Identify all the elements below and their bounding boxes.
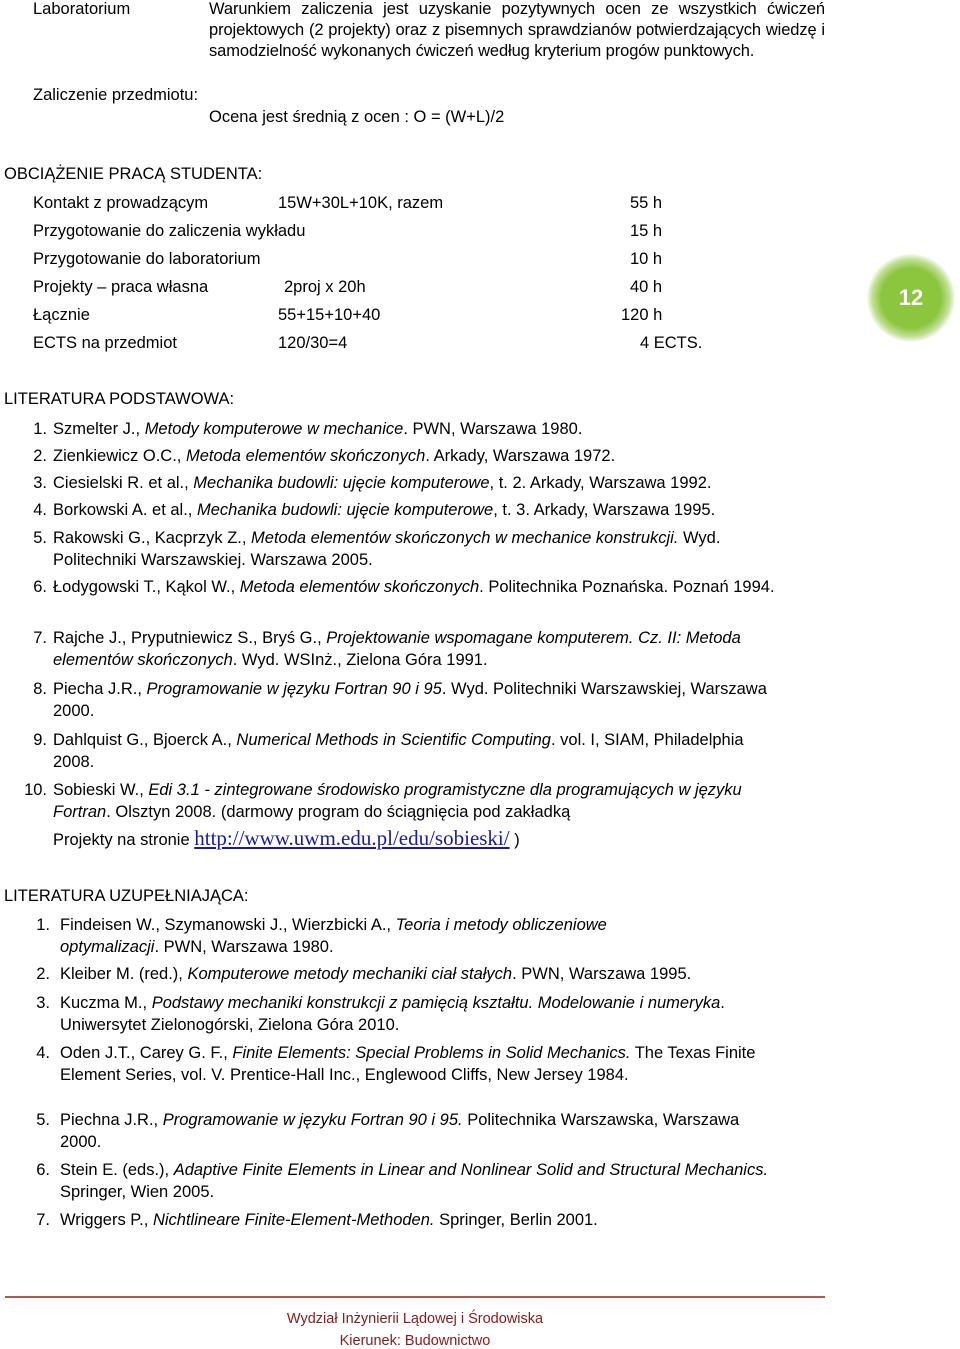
ref-authors: Ciesielski R. et al., xyxy=(53,474,194,492)
ref-title: Metoda elementów skończonych xyxy=(239,578,480,596)
basic-literature-heading: LITERATURA PODSTAWOWA: xyxy=(4,390,235,408)
ref-authors: Stein E. (eds.), xyxy=(60,1161,174,1179)
list-item xyxy=(36,914,710,958)
ref-publisher: . Politechnika Poznańska. Poznań 1994. xyxy=(479,578,775,596)
lab-text: Warunkiem zaliczenia jest uzyskanie pozytywnych ocen ze wszystkich ćwiczeń projektowych (2 projekty) oraz z pisemnych sprawdzianów potwierdzających wiedzę i samodzielność wykonanych ćwiczeń według kryterium progów punktowych. xyxy=(209,0,825,60)
list-item xyxy=(36,1159,790,1203)
list-item xyxy=(24,779,798,823)
ref-number: 4. xyxy=(36,1044,50,1062)
workload-row-hours: 40 h xyxy=(630,278,663,296)
sobieski-link[interactable]: http://www.uwm.edu.pl/edu/sobieski/ xyxy=(194,826,510,850)
ref-authors: Kuczma M., xyxy=(60,994,152,1012)
footer-divider xyxy=(5,1296,825,1298)
workload-row-label: Kontakt z prowadzącym xyxy=(33,194,209,212)
list-item xyxy=(36,963,820,985)
ref10-link-line xyxy=(53,826,520,852)
ref-publisher: . Wyd. WSInż., Zielona Góra 1991. xyxy=(232,651,488,669)
list-item xyxy=(33,499,853,521)
ref-number: 3. xyxy=(36,994,50,1012)
ref-authors: Rajche J., Pryputniewicz S., Bryś G., xyxy=(53,629,327,647)
ref-number: 1. xyxy=(36,916,50,934)
workload-row-hours: 120 h xyxy=(621,306,663,324)
ref-title: Metoda elementów skończonych xyxy=(185,447,426,465)
zal-text: Ocena jest średnią z ocen : O = (W+L)/2 xyxy=(209,108,505,126)
ref-publisher: . Uniwersytet Zielonogórski, Zielona Góra 2010. xyxy=(60,994,725,1034)
footer-faculty: Wydział Inżynierii Lądowej i Środowiska xyxy=(286,1311,544,1327)
ref-number: 5. xyxy=(36,1111,50,1129)
workload-row-hours: 4 ECTS. xyxy=(640,334,703,352)
ref10-link-prefix: Projekty na stronie xyxy=(53,831,195,849)
ref-authors: Szmelter J., xyxy=(53,420,145,438)
ref-number: 3. xyxy=(33,474,47,492)
workload-row-label: Łącznie xyxy=(33,306,90,324)
ref-number: 4. xyxy=(33,501,47,519)
ref-title: Komputerowe metody mechaniki ciał stałych xyxy=(187,965,513,983)
ref-title: Programowanie w języku Fortran 90 i 95 xyxy=(146,680,442,698)
ref-title: Podstawy mechaniki konstrukcji z pamięcią kształtu. Modelowanie i numeryka xyxy=(151,994,721,1012)
ref-number: 1. xyxy=(33,420,47,438)
ref-publisher: Springer, Berlin 2001. xyxy=(434,1211,598,1229)
ref-publisher: . Arkady, Warszawa 1972. xyxy=(425,447,616,465)
ref-publisher: . PWN, Warszawa 1980. xyxy=(154,938,334,956)
page-number: 12 xyxy=(898,285,924,310)
workload-row-hours: 10 h xyxy=(630,250,663,268)
ref-number: 6. xyxy=(33,578,47,596)
list-item xyxy=(33,418,823,440)
ref-authors: Wriggers P., xyxy=(60,1211,153,1229)
ref-authors: Borkowski A. et al., xyxy=(53,501,197,519)
ref-authors: Piecha J.R., xyxy=(53,680,147,698)
ref-title: Edi 3.1 - zintegrowane środowisko programistyczne dla programujących w języku Fortran xyxy=(53,781,742,821)
list-item xyxy=(33,445,823,467)
list-item xyxy=(33,678,798,722)
ref-authors: Kleiber M. (red.), xyxy=(60,965,188,983)
ref-publisher: , t. 2. Arkady, Warszawa 1992. xyxy=(489,474,712,492)
ref-number: 7. xyxy=(33,629,47,647)
ref-number: 8. xyxy=(33,680,47,698)
ref-publisher: Wyd. Politechniki Warszawskiej. Warszawa 2005. xyxy=(53,529,721,569)
ref-publisher: Springer, Wien 2005. xyxy=(60,1183,215,1201)
list-item xyxy=(33,729,758,773)
workload-row-calc: 2proj x 20h xyxy=(284,278,366,296)
workload-row-calc: 120/30=4 xyxy=(278,334,348,352)
workload-row-label: Projekty – praca własna xyxy=(33,278,209,296)
ref-authors: Sobieski W., xyxy=(53,781,149,799)
ref-title: Mechanika budowli: ujęcie komputerowe xyxy=(193,474,490,492)
ref-title: Metoda elementów skończonych w mechanice konstrukcji. xyxy=(251,529,679,547)
ref-number: 10. xyxy=(24,781,47,799)
ref-authors: Dahlquist G., Bjoerck A., xyxy=(53,731,237,749)
footer-field: Kierunek: Budownictwo xyxy=(339,1333,491,1349)
ref-title: Teoria i metody obliczeniowe optymalizacji xyxy=(60,916,607,956)
zal-label: Zaliczenie przedmiotu: xyxy=(33,86,199,104)
list-item xyxy=(36,992,740,1036)
workload-row-calc: 55+15+10+40 xyxy=(278,306,381,324)
list-item xyxy=(33,576,798,598)
ref-title: Programowanie w języku Fortran 90 i 95. xyxy=(162,1111,463,1129)
workload-row-label: Przygotowanie do zaliczenia wykładu xyxy=(33,222,306,240)
ref-title: Projektowanie wspomagane komputerem. Cz. II: Metoda elementów skończonych xyxy=(53,629,741,669)
ref-publisher: . PWN, Warszawa 1995. xyxy=(512,965,692,983)
workload-row-calc: 15W+30L+10K, razem xyxy=(278,194,444,212)
ref-number: 9. xyxy=(33,731,47,749)
ref-authors: Piechna J.R., xyxy=(60,1111,163,1129)
list-item xyxy=(36,1109,770,1153)
ref-authors: Oden J.T., Carey G. F., xyxy=(60,1044,233,1062)
list-item xyxy=(33,627,798,671)
ref-number: 2. xyxy=(33,447,47,465)
list-item xyxy=(33,472,843,494)
ref-number: 7. xyxy=(36,1211,50,1229)
ref-authors: Łodygowski T., Kąkol W., xyxy=(53,578,240,596)
ref-publisher: . Wyd. Politechniki Warszawskiej, Warszawa 2000. xyxy=(53,680,767,720)
ref-authors: Rakowski G., Kacprzyk Z., xyxy=(53,529,252,547)
ref-publisher: . vol. I, SIAM, Philadelphia 2008. xyxy=(53,731,744,771)
ref-title: Finite Elements: Special Problems in Solid Mechanics. xyxy=(232,1044,631,1062)
ref-authors: Findeisen W., Szymanowski J., Wierzbicki A., xyxy=(60,916,396,934)
ref-publisher: The Texas Finite Element Series, vol. V. Prentice-Hall Inc., Englewood Cliffs, New Jersey 1984. xyxy=(60,1044,756,1084)
ref-publisher: Politechnika Warszawska, Warszawa 2000. xyxy=(60,1111,740,1151)
ref-number: 2. xyxy=(36,965,50,983)
ref-publisher: , t. 3. Arkady, Warszawa 1995. xyxy=(493,501,716,519)
list-item xyxy=(36,1209,790,1231)
list-item xyxy=(33,527,798,571)
ref-title: Numerical Methods in Scientific Computing xyxy=(236,731,551,749)
ref-number: 6. xyxy=(36,1161,50,1179)
extra-literature-heading: LITERATURA UZUPEŁNIAJĄCA: xyxy=(4,887,249,905)
workload-row-label: ECTS na przedmiot xyxy=(33,334,177,352)
lab-label: Laboratorium xyxy=(33,0,131,18)
ref-authors: Zienkiewicz O.C., xyxy=(53,447,186,465)
page-number-badge xyxy=(867,254,955,342)
workload-row-hours: 55 h xyxy=(630,194,663,212)
list-item xyxy=(36,1042,785,1086)
workload-row-label: Przygotowanie do laboratorium xyxy=(33,250,261,268)
ref-title: Mechanika budowli: ujęcie komputerowe xyxy=(196,501,494,519)
workload-heading: OBCIĄŻENIE PRACĄ STUDENTA: xyxy=(4,165,263,183)
ref-publisher: . Olsztyn 2008. (darmowy program do ściągnięcia pod zakładką xyxy=(106,803,571,821)
ref10-link-suffix: ) xyxy=(509,831,520,849)
workload-row-hours: 15 h xyxy=(630,222,663,240)
ref-title: Adaptive Finite Elements in Linear and Nonlinear Solid and Structural Mechanics. xyxy=(173,1161,769,1179)
ref-title: Nichtlineare Finite-Element-Methoden. xyxy=(152,1211,435,1229)
ref-title: Metody komputerowe w mechanice xyxy=(144,420,404,438)
ref-publisher: . PWN, Warszawa 1980. xyxy=(403,420,583,438)
ref-number: 5. xyxy=(33,529,47,547)
